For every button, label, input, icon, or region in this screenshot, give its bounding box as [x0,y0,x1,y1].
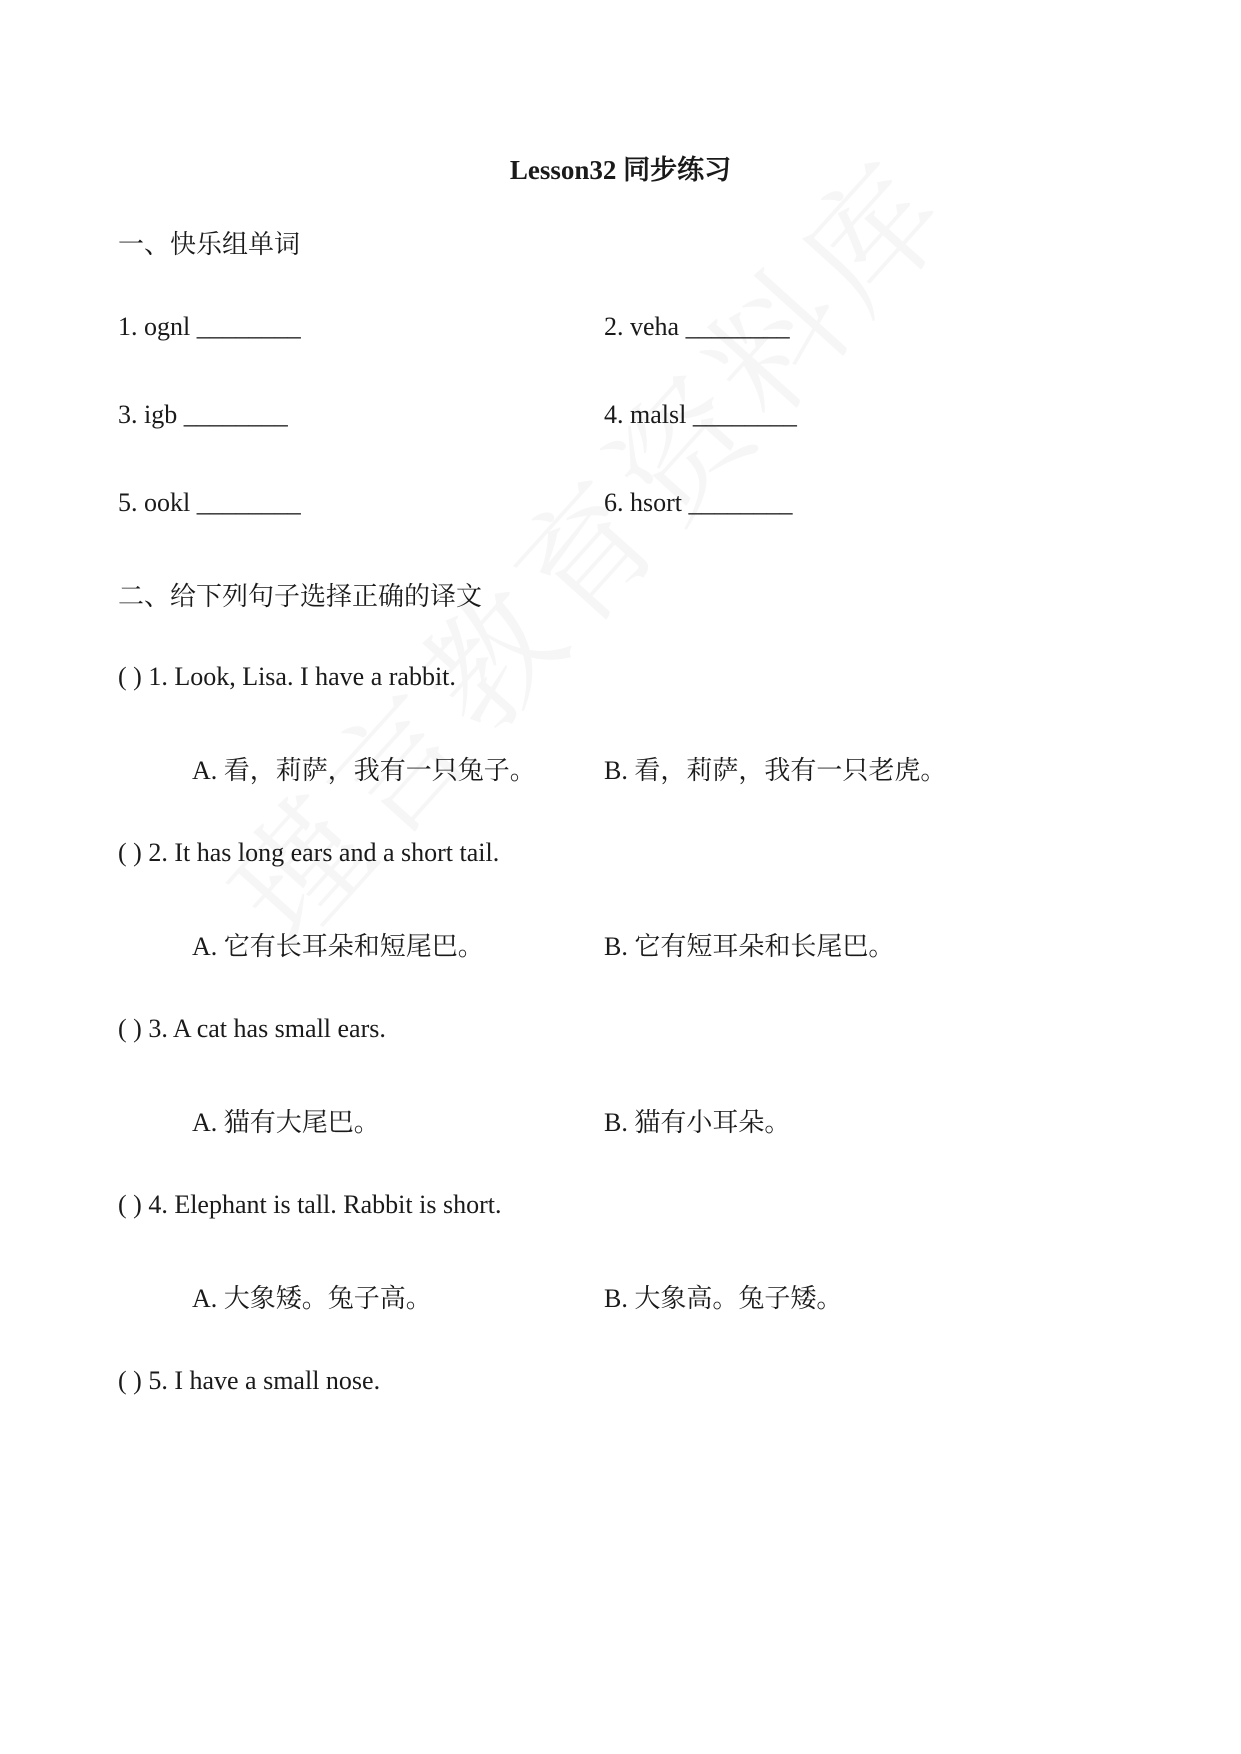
word-item-5: 5. ookl ________ [118,488,301,517]
question-4-stem: ( ) 4. Elephant is tall. Rabbit is short. [118,1190,502,1219]
question-2-option-a: A. 它有长耳朵和短尾巴。 [192,932,484,961]
section-heading-word-scramble: 一、快乐组单词 [118,230,301,259]
word-item-4: 4. malsl ________ [604,400,797,429]
question-3-option-b: B. 猫有小耳朵。 [604,1108,791,1137]
question-3-option-a: A. 猫有大尾巴。 [192,1108,380,1137]
question-5-stem: ( ) 5. I have a small nose. [118,1366,381,1395]
word-item-6: 6. hsort ________ [604,488,793,517]
question-2-stem: ( ) 2. It has long ears and a short tail. [118,838,500,867]
question-3-stem: ( ) 3. A cat has small ears. [118,1014,386,1043]
section-heading-translation: 二、给下列句子选择正确的译文 [118,582,483,611]
question-4-option-a: A. 大象矮。兔子高。 [192,1284,432,1313]
word-item-2: 2. veha ________ [604,312,790,341]
question-1-stem: ( ) 1. Look, Lisa. I have a rabbit. [118,662,456,691]
question-4-option-b: B. 大象高。兔子矮。 [604,1284,843,1313]
question-1-option-a: A. 看，莉萨，我有一只兔子。 [192,756,536,785]
question-2-option-b: B. 它有短耳朵和长尾巴。 [604,932,895,961]
page-title: Lesson32 同步练习 [509,155,732,185]
question-1-option-b: B. 看，莉萨，我有一只老虎。 [604,756,947,785]
word-item-1: 1. ognl ________ [118,312,301,341]
word-item-3: 3. igb ________ [118,400,288,429]
